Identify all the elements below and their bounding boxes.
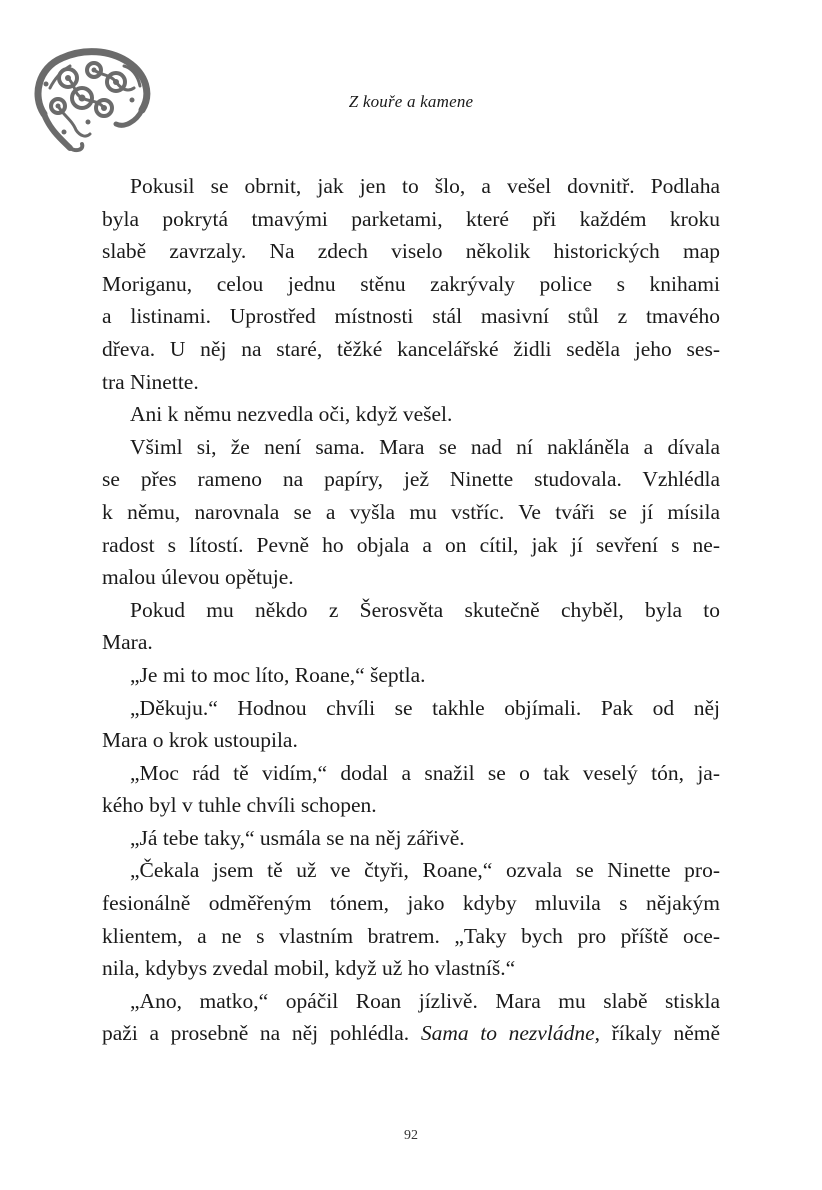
text-line: kého byl v tuhle chvíli schopen.: [102, 793, 377, 818]
text-line-final: [102, 1017, 720, 1050]
text-line: malou úlevou opětuje.: [102, 565, 294, 590]
text-line: „Je mi to moc líto, Roane,“ šeptla.: [130, 662, 426, 687]
text-line: „Děkuju.“ Hodnou chvíli se takhle objímali. Pak od něj: [130, 695, 720, 720]
text-line: fesionálně odměřeným tónem, jako kdyby mluvila s nějakým: [102, 891, 720, 916]
text-line: se přes rameno na papíry, jež Ninette studovala. Vzhlédla: [102, 467, 720, 492]
text-fragment: paži a prosebně na něj pohlédla.: [102, 1021, 421, 1046]
text-line: slabě zavrzaly. Na zdech viselo několik historických map: [102, 239, 720, 264]
text-line: „Já tebe taky,“ usmála se na něj zářivě.: [130, 825, 465, 850]
text-line: „Ano, matko,“ opáčil Roan jízlivě. Mara mu slabě stiskla: [130, 988, 720, 1013]
text-line: tra Ninette.: [102, 369, 199, 394]
text-line: Pokusil se obrnit, jak jen to šlo, a vešel dovnitř. Podlaha: [130, 174, 720, 198]
text-line: „Čekala jsem tě už ve čtyři, Roane,“ ozvala se Ninette pro-: [130, 858, 720, 883]
text-line: Pokud mu někdo z Šerosvěta skutečně chyběl, byla to: [130, 597, 720, 622]
running-title: Z kouře a kamene: [348, 92, 474, 111]
text-line: klientem, a ne s vlastním bratrem. „Taky bych pro příště oce-: [102, 923, 720, 948]
text-line: dřeva. U něj na staré, těžké kancelářské židli seděla jeho ses-: [102, 336, 720, 361]
text-line: a listinami. Uprostřed místnosti stál masivní stůl z tmavého: [102, 304, 720, 329]
text-line: radost s lítostí. Pevně ho objala a on cítil, jak jí sevření s ne-: [102, 532, 720, 557]
text-line: „Moc rád tě vidím,“ dodal a snažil se o tak veselý tón, ja-: [130, 760, 720, 785]
text-line: Ani k němu nezvedla oči, když vešel.: [130, 402, 453, 427]
body-text: [102, 170, 720, 1050]
page-number: 92: [404, 1128, 418, 1143]
text-line: Mara.: [102, 630, 153, 655]
text-line: Všiml si, že není sama. Mara se nad ní nakláněla a dívala: [130, 434, 720, 459]
text-line: k němu, narovnala se a vyšla mu vstříc. Ve tváři se jí mísila: [102, 499, 720, 524]
text-line: nila, kdybys zvedal mobil, když už ho vlastníš.“: [102, 956, 516, 981]
text-line: Mara o krok ustoupila.: [102, 728, 298, 753]
text-line: Moriganu, celou jednu stěnu zakrývaly police s knihami: [102, 271, 720, 296]
italic-thought: Sama to nezvládne: [420, 1021, 595, 1046]
text-line: byla pokrytá tmavými parketami, které při každém kroku: [102, 206, 720, 231]
text-fragment: , říkaly němě: [594, 1021, 721, 1046]
